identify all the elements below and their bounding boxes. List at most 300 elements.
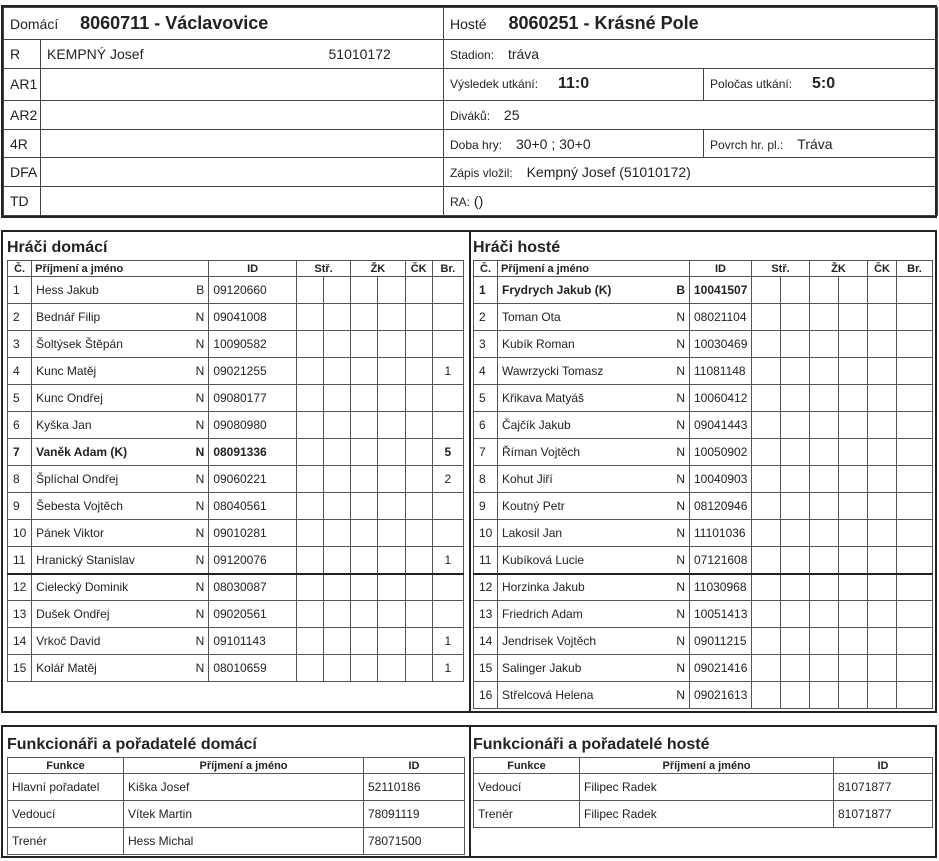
player-zk-1 [351,628,378,655]
player-position: N [185,628,209,655]
player-str-1 [296,655,323,682]
player-goals [432,331,463,358]
player-id: 09060221 [209,466,297,493]
player-number: 4 [8,358,32,385]
player-name: Lakosil Jan [498,520,666,547]
player-str-2 [781,466,810,493]
player-number: 7 [474,439,498,466]
player-zk-1 [351,493,378,520]
player-zk-2 [378,331,405,358]
player-str-1 [296,601,323,628]
player-row [8,439,464,466]
surface-value: Tráva [797,135,833,152]
player-number: 8 [474,466,498,493]
player-id: 10051413 [690,601,752,628]
player-goals [897,493,933,520]
player-str-2 [324,601,351,628]
player-number: 11 [474,547,498,574]
official-name: Filipec Radek [580,774,834,801]
player-row [474,439,933,466]
match-header-table [3,7,938,216]
player-position: N [185,655,209,682]
player-str-1 [752,439,781,466]
spectators-label: Diváků: [450,108,491,123]
player-str-1 [752,655,781,682]
col-role-header: Funkce [474,758,580,774]
player-zk-2 [839,277,868,304]
player-str-2 [324,655,351,682]
player-str-2 [781,628,810,655]
player-id: 09011215 [690,628,752,655]
player-position: N [666,412,690,439]
player-goals [897,466,933,493]
player-zk-2 [839,628,868,655]
player-zk-1 [810,331,839,358]
player-ck [405,628,432,655]
player-ck [868,520,897,547]
player-row [8,358,464,385]
player-name: Kohut Jiří [498,466,666,493]
player-row [8,304,464,331]
player-goals: 2 [432,466,463,493]
player-name: Cielecký Dominik [32,574,185,601]
player-str-2 [324,277,351,304]
player-str-1 [296,304,323,331]
player-number: 6 [474,412,498,439]
halftime-value: 5:0 [811,75,836,93]
player-str-1 [752,331,781,358]
player-zk-1 [810,277,839,304]
player-zk-1 [810,412,839,439]
player-zk-2 [839,304,868,331]
col-ck-header: ČK [868,261,897,277]
player-goals: 1 [432,547,463,574]
player-str-1 [752,601,781,628]
player-id: 11101036 [690,520,752,547]
player-goals [897,331,933,358]
player-zk-2 [378,412,405,439]
player-str-2 [324,304,351,331]
officials-section [1,725,937,858]
official-row [8,801,465,828]
player-position: B [185,277,209,304]
player-position: N [666,331,690,358]
player-zk-1 [810,304,839,331]
player-number: 5 [8,385,32,412]
player-position: B [666,277,690,304]
player-row [474,655,933,682]
player-id: 11030968 [690,574,752,601]
player-id: 09120076 [209,547,297,574]
player-id: 08021104 [690,304,752,331]
player-zk-2 [839,385,868,412]
home-officials-table [7,757,465,855]
player-str-2 [781,547,810,574]
player-zk-1 [351,601,378,628]
player-number: 10 [8,520,32,547]
home-officials-title: Funkcionáři a pořadatelé domácí [7,736,257,753]
player-goals [897,520,933,547]
player-goals [432,412,463,439]
guest-team-name: 8060251 - Krásné Pole [508,13,699,33]
stadium-cell [444,40,938,69]
player-position: N [185,547,209,574]
player-ck [405,304,432,331]
player-str-2 [781,304,810,331]
player-goals [432,520,463,547]
col-name-header: Příjmení a jméno [580,758,834,774]
result-value: 11:0 [557,75,590,93]
official-row [474,774,933,801]
player-row [8,331,464,358]
player-zk-1 [351,385,378,412]
player-str-1 [296,628,323,655]
player-goals [897,304,933,331]
player-name: Salinger Jakub [498,655,666,682]
player-goals: 1 [432,628,463,655]
player-position: N [666,547,690,574]
player-name: Kubíková Lucie [498,547,666,574]
player-zk-2 [839,601,868,628]
player-str-1 [296,547,323,574]
player-ck [868,493,897,520]
player-number: 15 [474,655,498,682]
ra-value: () [473,193,484,210]
col-role-header: Funkce [8,758,124,774]
player-position: N [666,682,690,709]
player-position: N [666,385,690,412]
player-ck [405,574,432,601]
submitted-value: Kempný Josef (51010172) [526,164,691,181]
player-zk-1 [810,601,839,628]
player-zk-2 [378,466,405,493]
halftime-label: Poločas utkání: [710,77,793,92]
referee-role: AR2 [4,100,41,129]
player-ck [405,547,432,574]
player-name: Frydrych Jakub (K) [498,277,666,304]
player-goals: 1 [432,655,463,682]
player-position: N [185,520,209,547]
player-str-2 [781,493,810,520]
player-id: 08120946 [690,493,752,520]
player-position: N [666,358,690,385]
home-label: Domácí [10,16,59,32]
player-zk-1 [351,520,378,547]
player-zk-2 [378,628,405,655]
player-goals [432,574,463,601]
player-str-2 [781,601,810,628]
referee-role: TD [4,187,41,216]
player-id: 10090582 [209,331,297,358]
referee-name [41,187,281,216]
player-number: 6 [8,412,32,439]
player-name: Vrkoč David [32,628,185,655]
player-str-2 [781,682,810,709]
player-zk-1 [351,304,378,331]
player-number: 11 [8,547,32,574]
player-name: Pánek Viktor [32,520,185,547]
player-name: Vaněk Adam (K) [32,439,185,466]
player-name: Horzinka Jakub [498,574,666,601]
player-goals [897,412,933,439]
player-position: N [666,628,690,655]
player-number: 7 [8,439,32,466]
player-number: 16 [474,682,498,709]
player-ck [405,439,432,466]
player-name: Kyška Jan [32,412,185,439]
referee-id [281,158,444,187]
match-header [1,5,937,218]
player-str-1 [752,493,781,520]
player-row [8,412,464,439]
duration-cell [444,129,704,158]
col-name-header: Příjmení a jméno [32,261,209,277]
guest-players-table [473,260,933,709]
player-id: 09021613 [690,682,752,709]
player-name: Kunc Matěj [32,358,185,385]
player-row [474,466,933,493]
player-zk-1 [810,358,839,385]
col-id-header: ID [209,261,297,277]
player-zk-1 [351,412,378,439]
player-zk-2 [839,574,868,601]
player-ck [405,331,432,358]
player-str-2 [781,655,810,682]
player-ck [405,493,432,520]
player-number: 12 [8,574,32,601]
player-name: Toman Ota [498,304,666,331]
player-str-1 [752,628,781,655]
player-position: N [185,493,209,520]
player-goals [897,358,933,385]
player-row [474,331,933,358]
player-zk-2 [839,493,868,520]
referee-role: R [4,40,41,69]
player-name: Říman Vojtěch [498,439,666,466]
player-zk-1 [810,520,839,547]
player-str-1 [752,385,781,412]
player-goals [897,439,933,466]
official-row [474,801,933,828]
guest-officials-title: Funkcionáři a pořadatelé hosté [473,736,710,753]
player-row [474,628,933,655]
referee-name [41,100,281,129]
player-number: 14 [474,628,498,655]
player-id: 10030469 [690,331,752,358]
player-position: N [666,601,690,628]
player-number: 3 [474,331,498,358]
player-zk-2 [378,277,405,304]
duration-label: Doba hry: [450,137,503,152]
player-name: Friedrich Adam [498,601,666,628]
player-str-1 [296,385,323,412]
referee-role: AR1 [4,68,41,100]
player-number: 1 [474,277,498,304]
player-zk-1 [810,655,839,682]
player-str-2 [781,574,810,601]
player-name: Hess Jakub [32,277,185,304]
player-ck [868,304,897,331]
duration-value: 30+0 ; 30+0 [515,135,591,152]
player-str-2 [324,493,351,520]
player-position: N [185,331,209,358]
player-name: Dušek Ondřej [32,601,185,628]
col-str-header: Stř. [752,261,810,277]
player-str-1 [752,466,781,493]
col-br-header: Br. [897,261,933,277]
player-zk-2 [378,358,405,385]
player-str-2 [781,385,810,412]
col-num-header: Č. [474,261,498,277]
player-ck [868,439,897,466]
official-name: Hess Michal [124,828,364,855]
referee-id: 51010172 [281,40,444,69]
player-row [8,547,464,574]
player-zk-1 [810,574,839,601]
player-position: N [185,601,209,628]
spectators-value: 25 [503,106,520,123]
player-str-1 [752,358,781,385]
player-str-2 [324,439,351,466]
player-ck [405,358,432,385]
player-ck [405,466,432,493]
player-zk-2 [378,493,405,520]
player-zk-2 [839,466,868,493]
player-zk-1 [351,466,378,493]
player-id: 10040903 [690,466,752,493]
player-zk-1 [810,547,839,574]
player-name: Hranický Stanislav [32,547,185,574]
home-players-title: Hráči domácí [7,239,108,256]
player-goals [432,277,463,304]
section-divider [469,727,471,856]
player-name: Čajčík Jakub [498,412,666,439]
player-str-2 [324,628,351,655]
player-ck [868,655,897,682]
referee-id [281,187,444,216]
player-str-1 [296,358,323,385]
player-zk-2 [839,331,868,358]
player-number: 13 [8,601,32,628]
player-number: 2 [8,304,32,331]
referee-id [281,100,444,129]
player-ck [405,412,432,439]
referee-name [41,129,281,158]
player-str-2 [781,358,810,385]
referee-role: 4R [4,129,41,158]
player-str-2 [781,412,810,439]
player-number: 14 [8,628,32,655]
col-str-header: Stř. [296,261,350,277]
referee-role: DFA [4,158,41,187]
official-id: 81071877 [834,774,933,801]
referee-name [41,68,281,100]
player-ck [868,277,897,304]
player-row [474,358,933,385]
player-zk-1 [810,628,839,655]
result-cell [444,68,704,100]
player-goals: 1 [432,358,463,385]
official-row [8,828,465,855]
player-name: Kolář Matěj [32,655,185,682]
player-id: 11081148 [690,358,752,385]
player-zk-1 [351,574,378,601]
player-position: N [666,466,690,493]
player-id: 08030087 [209,574,297,601]
player-number: 4 [474,358,498,385]
player-name: Šoltýsek Štěpán [32,331,185,358]
player-ck [868,574,897,601]
player-number: 15 [8,655,32,682]
player-zk-2 [378,520,405,547]
player-name: Bednář Filip [32,304,185,331]
guest-label: Hosté [450,16,487,32]
player-str-2 [324,574,351,601]
player-id: 09080980 [209,412,297,439]
player-goals [897,601,933,628]
player-position: N [666,439,690,466]
player-position: N [185,385,209,412]
player-str-2 [781,331,810,358]
player-row [8,385,464,412]
stadium-value: tráva [507,45,540,62]
player-name: Koutný Petr [498,493,666,520]
player-position: N [666,304,690,331]
player-id: 09021255 [209,358,297,385]
player-zk-2 [378,547,405,574]
player-str-1 [752,277,781,304]
player-zk-1 [810,439,839,466]
player-ck [868,682,897,709]
official-name: Kiška Josef [124,774,364,801]
player-str-1 [296,412,323,439]
player-str-2 [324,358,351,385]
player-row [8,493,464,520]
player-name: Kunc Ondřej [32,385,185,412]
player-row [474,520,933,547]
player-goals [897,682,933,709]
player-id: 10050902 [690,439,752,466]
player-zk-2 [378,655,405,682]
referee-name [41,158,281,187]
player-ck [405,385,432,412]
player-row [8,520,464,547]
player-str-1 [752,412,781,439]
player-ck [868,466,897,493]
referee-name: KEMPNÝ Josef [41,40,281,69]
player-zk-2 [839,439,868,466]
player-ck [405,601,432,628]
player-goals [897,385,933,412]
player-name: Šebesta Vojtěch [32,493,185,520]
player-row [474,493,933,520]
player-zk-2 [839,682,868,709]
player-zk-2 [378,439,405,466]
player-number: 12 [474,574,498,601]
player-id: 09120660 [209,277,297,304]
player-row [474,385,933,412]
submitted-cell [444,158,938,187]
player-zk-1 [351,547,378,574]
player-ck [868,331,897,358]
player-id: 09010281 [209,520,297,547]
col-id-header: ID [364,758,465,774]
player-row [474,304,933,331]
guest-officials-body [474,774,933,828]
player-zk-2 [839,547,868,574]
player-row [8,466,464,493]
player-name: Wawrzycki Tomasz [498,358,666,385]
